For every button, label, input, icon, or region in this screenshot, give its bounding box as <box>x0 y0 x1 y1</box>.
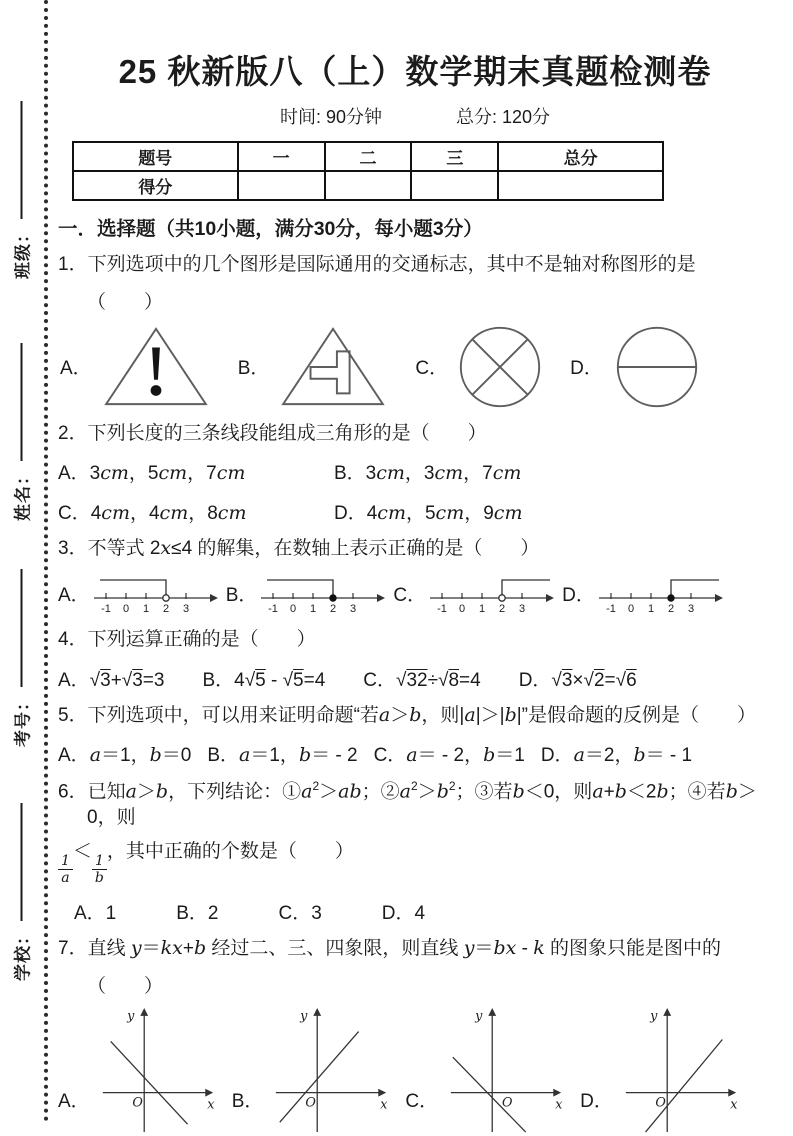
numberline-closed-dot-left-ray-icon <box>259 572 387 616</box>
svg-text:y: y <box>475 1008 483 1024</box>
svg-text:1: 1 <box>479 602 486 615</box>
svg-text:x: x <box>380 1097 388 1113</box>
score-table-cell: 得分 <box>73 171 238 200</box>
score-table-score-row <box>73 171 663 200</box>
question-6-options <box>58 898 772 925</box>
q4-option-b: B．4√5 - √5=4 <box>202 669 326 691</box>
q6-option-d: D．4 <box>381 903 426 924</box>
question-7-text: 7．直线 y＝kx+b 经过二、三、四象限，则直线 y＝bx - k 的图象只能是图中的 <box>58 937 722 959</box>
svg-text:y: y <box>300 1008 308 1024</box>
q5-option-c: C．a＝ - 2，b＝1 <box>373 744 525 767</box>
score-table <box>72 141 664 201</box>
svg-text:O: O <box>305 1095 317 1111</box>
svg-text:3: 3 <box>350 602 357 615</box>
svg-text:1: 1 <box>142 602 149 615</box>
score-table-cell: 题号 <box>73 142 238 171</box>
question-7-answer-bracket: （ ） <box>87 975 164 997</box>
total-score-label: 总分: 120分 <box>455 107 551 127</box>
question-1-figures <box>60 324 772 410</box>
score-table-empty-cell <box>498 171 663 200</box>
question-1 <box>58 252 772 410</box>
question-1-text: 1．下列选项中的几个图形是国际通用的交通标志，其中不是轴对称图形的是 <box>58 254 696 275</box>
svg-text:O: O <box>502 1095 513 1111</box>
q1-option-c: C． <box>415 324 544 410</box>
svg-text:O: O <box>132 1095 143 1111</box>
q7-option-b: B． y x O <box>232 1006 392 1136</box>
svg-text:x: x <box>730 1097 738 1113</box>
q4-option-a: A．√3+√3=3 <box>58 669 165 691</box>
q7-option-a: A． y x O <box>58 1006 218 1136</box>
svg-text:1: 1 <box>647 602 654 615</box>
svg-text:0: 0 <box>627 602 634 615</box>
circle-cross-icon <box>456 324 544 410</box>
question-7-figures <box>58 1006 772 1136</box>
question-2 <box>58 421 772 526</box>
question-4-text: 4．下列运算正确的是（ ） <box>58 628 316 650</box>
q5-option-b: B．a＝1，b＝ - 2 <box>207 744 358 767</box>
margin-field-school <box>9 803 34 981</box>
margin-field-name <box>9 343 34 521</box>
q6-option-a: A．1 <box>74 903 117 924</box>
q4-option-c: C．√32÷√8=4 <box>363 669 481 691</box>
score-table-empty-cell <box>325 171 412 200</box>
name-field-blank-line <box>20 343 22 461</box>
svg-text:2: 2 <box>499 602 506 615</box>
svg-text:-1: -1 <box>268 602 279 615</box>
q2-option-a: A．3cm，5cm，7cm <box>58 462 246 485</box>
question-4-options <box>58 665 772 692</box>
q2-option-c: C．4cm，4cm，8cm <box>58 502 247 525</box>
svg-text:-1: -1 <box>437 602 447 615</box>
score-table-cell: 总分 <box>498 142 663 171</box>
question-6-text-line2: $\frac{1}{a}$ ＜ $\frac{1}{b}$ ，其中正确的个数是（ ） <box>58 839 772 886</box>
question-4 <box>58 627 772 692</box>
school-field-blank-line <box>20 803 22 921</box>
examnumber-field-blank-line <box>20 569 22 687</box>
graph-negative-slope-positive-intercept-icon <box>98 1006 218 1136</box>
graph-positive-slope-positive-intercept-icon <box>271 1006 391 1136</box>
time-label: 时间: 90分钟 <box>279 107 382 127</box>
score-table-header-row <box>73 142 663 171</box>
question-5 <box>58 703 772 768</box>
circle-horizontal-bar-icon <box>611 324 703 410</box>
q1-option-d: D． <box>570 324 703 410</box>
q7-option-d: D． y x O <box>580 1006 741 1136</box>
q4-option-d: D．√3×√2=√6 <box>518 669 637 691</box>
question-3-text: 3．不等式 2x≤4 的解集，在数轴上表示正确的是（ ） <box>58 537 540 560</box>
svg-text:0: 0 <box>459 602 466 615</box>
q3-option-a: A． -1 0 1 2 3 <box>58 572 220 616</box>
q3-option-d: D． -1 0 1 2 3 <box>562 572 725 616</box>
graph-positive-slope-negative-intercept-icon <box>621 1006 741 1136</box>
svg-text:O: O <box>655 1095 666 1111</box>
svg-text:x: x <box>555 1097 563 1113</box>
graph-negative-slope-negative-intercept-icon <box>446 1006 566 1136</box>
q3-option-b: B． -1 0 1 2 3 <box>226 572 388 616</box>
svg-text:y: y <box>649 1008 658 1024</box>
exam-meta <box>58 103 772 129</box>
numberline-open-circle-right-ray-icon <box>428 572 556 616</box>
svg-text:3: 3 <box>687 602 694 615</box>
question-2-text: 2．下列长度的三条线段能组成三角形的是（ ） <box>58 422 487 444</box>
svg-text:0: 0 <box>290 602 297 615</box>
question-1-answer-bracket: （ ） <box>87 291 164 313</box>
name-field-label: 姓名： <box>13 467 33 521</box>
question-7 <box>58 936 772 1136</box>
section-heading: 一．选择题（共10小题，满分30分，每小题3分） <box>58 218 483 240</box>
q5-option-d: D．a＝2，b＝ - 1 <box>540 744 693 767</box>
svg-text:0: 0 <box>122 602 129 615</box>
perforation-dotted-line <box>44 0 48 1122</box>
score-table-cell: 三 <box>411 142 498 171</box>
score-table-empty-cell <box>411 171 498 200</box>
question-3-figures <box>58 572 772 616</box>
svg-text:2: 2 <box>330 602 337 615</box>
numberline-open-circle-left-ray-icon <box>92 572 220 616</box>
q1-option-b: B． <box>238 324 390 410</box>
svg-text:3: 3 <box>182 602 189 615</box>
question-3 <box>58 536 772 616</box>
question-2-options <box>58 458 772 525</box>
score-table-empty-cell <box>238 171 325 200</box>
svg-text:3: 3 <box>519 602 526 615</box>
score-table-cell: 二 <box>325 142 412 171</box>
svg-text:x: x <box>206 1097 215 1113</box>
svg-text:2: 2 <box>162 602 169 615</box>
score-table-cell: 一 <box>238 142 325 171</box>
svg-text:-1: -1 <box>100 602 111 615</box>
q2-option-b: B．3cm，3cm，7cm <box>334 462 522 485</box>
class-field-blank-line <box>20 101 22 219</box>
q6-option-c: C．3 <box>278 903 322 924</box>
q7-option-c: C． y x O <box>405 1006 566 1136</box>
margin-field-class <box>9 101 34 279</box>
class-field-label: 班级： <box>13 225 33 279</box>
numberline-closed-dot-right-ray-icon <box>597 572 725 616</box>
q2-option-d: D．4cm，5cm，9cm <box>334 502 523 525</box>
page-title: 25 秋新版八（上）数学期末真题检测卷 <box>118 53 712 90</box>
q6-option-b: B．2 <box>176 903 219 924</box>
question-5-text: 5．下列选项中，可以用来证明命题“若a＞b，则|a|＞|b|”是假命题的反例是（ ） <box>58 703 756 726</box>
question-6 <box>58 778 772 925</box>
svg-text:1: 1 <box>310 602 317 615</box>
question-5-options <box>58 740 772 767</box>
question-6-text-line1: 6．已知a＞b，下列结论：$①a^2>ab$；$②a^2>b^2$；③若b＜0，则a+b＜2b；④若b＞0，则 <box>58 779 757 829</box>
examnumber-field-label: 考号： <box>13 693 33 747</box>
q5-option-a: A．a＝1，b＝0 <box>58 744 192 767</box>
svg-text:2: 2 <box>667 602 674 615</box>
svg-text:y: y <box>126 1008 135 1024</box>
svg-text:-1: -1 <box>605 602 616 615</box>
warning-exclamation-triangle-icon <box>100 324 212 410</box>
t-junction-triangle-icon <box>277 324 389 410</box>
q3-option-c: C． -1 0 1 2 3 <box>393 572 556 616</box>
school-field-label: 学校： <box>13 927 33 981</box>
q1-option-a: A． <box>60 324 212 410</box>
margin-field-examnumber <box>9 569 34 747</box>
